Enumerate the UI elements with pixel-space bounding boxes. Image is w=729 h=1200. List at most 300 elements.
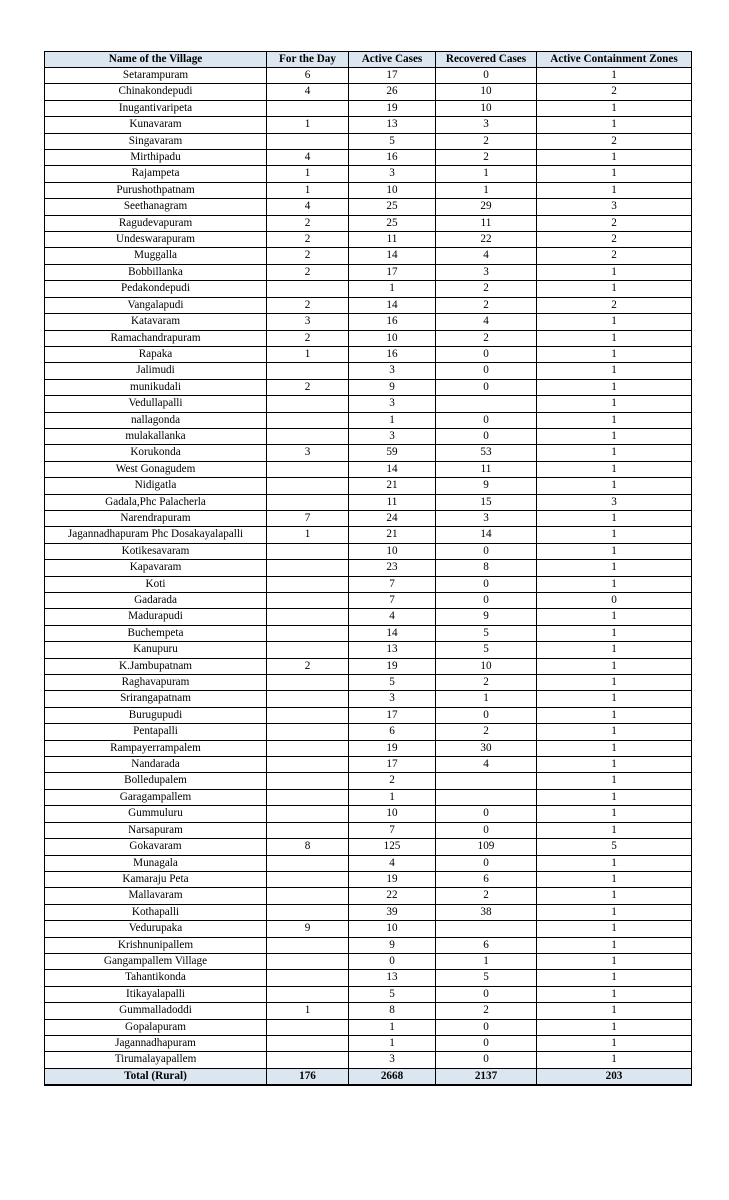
recovered-cases-cell: 6 bbox=[436, 937, 537, 953]
active-cases-cell: 10 bbox=[349, 330, 436, 346]
table-row bbox=[45, 346, 692, 362]
for-the-day-cell: 6 bbox=[267, 68, 349, 84]
village-name-cell: Bobbillanka bbox=[45, 264, 267, 280]
for-the-day-cell: 3 bbox=[267, 445, 349, 461]
active-cases-cell: 26 bbox=[349, 84, 436, 100]
village-name-cell: Jalimudi bbox=[45, 363, 267, 379]
recovered-cases-cell: 4 bbox=[436, 757, 537, 773]
village-name-cell: Gokavaram bbox=[45, 839, 267, 855]
village-name-cell: Rampayerrampalem bbox=[45, 740, 267, 756]
table-row bbox=[45, 494, 692, 510]
recovered-cases-cell: 0 bbox=[436, 593, 537, 609]
table-header bbox=[45, 52, 692, 68]
recovered-cases-cell: 1 bbox=[436, 166, 537, 182]
header-active-cases: Active Cases bbox=[349, 52, 436, 68]
containment-zones-cell: 1 bbox=[537, 281, 692, 297]
recovered-cases-cell: 1 bbox=[436, 691, 537, 707]
containment-zones-cell: 1 bbox=[537, 609, 692, 625]
village-name-cell: Pentapalli bbox=[45, 724, 267, 740]
village-name-cell: Jagannadhapuram Phc Dosakayalapalli bbox=[45, 527, 267, 543]
active-cases-cell: 16 bbox=[349, 150, 436, 166]
for-the-day-cell bbox=[267, 871, 349, 887]
active-cases-cell: 125 bbox=[349, 839, 436, 855]
header-for-the-day: For the Day bbox=[267, 52, 349, 68]
village-name-cell: nallagonda bbox=[45, 412, 267, 428]
containment-zones-cell: 1 bbox=[537, 68, 692, 84]
village-name-cell: Seethanagram bbox=[45, 199, 267, 215]
table-row bbox=[45, 806, 692, 822]
table-row bbox=[45, 593, 692, 609]
containment-zones-cell: 1 bbox=[537, 757, 692, 773]
village-name-cell: Kanupuru bbox=[45, 642, 267, 658]
table-row bbox=[45, 1052, 692, 1068]
containment-zones-cell: 1 bbox=[537, 478, 692, 494]
table-row bbox=[45, 527, 692, 543]
village-name-cell: Kapavaram bbox=[45, 560, 267, 576]
table-row bbox=[45, 970, 692, 986]
village-name-cell: Katavaram bbox=[45, 314, 267, 330]
containment-zones-cell: 1 bbox=[537, 642, 692, 658]
active-cases-cell: 17 bbox=[349, 264, 436, 280]
recovered-cases-cell: 4 bbox=[436, 248, 537, 264]
for-the-day-cell: 1 bbox=[267, 182, 349, 198]
recovered-cases-cell: 2 bbox=[436, 675, 537, 691]
active-cases-cell: 13 bbox=[349, 117, 436, 133]
active-cases-cell: 25 bbox=[349, 199, 436, 215]
active-cases-cell: 0 bbox=[349, 953, 436, 969]
active-cases-cell: 22 bbox=[349, 888, 436, 904]
recovered-cases-cell: 3 bbox=[436, 510, 537, 526]
for-the-day-cell: 3 bbox=[267, 314, 349, 330]
village-name-cell: Gangampallem Village bbox=[45, 953, 267, 969]
recovered-cases-cell: 5 bbox=[436, 642, 537, 658]
table-row bbox=[45, 921, 692, 937]
active-cases-cell: 13 bbox=[349, 642, 436, 658]
village-name-cell: Tirumalayapallem bbox=[45, 1052, 267, 1068]
for-the-day-cell: 1 bbox=[267, 1003, 349, 1019]
containment-zones-cell: 3 bbox=[537, 199, 692, 215]
containment-zones-cell: 1 bbox=[537, 527, 692, 543]
containment-zones-cell: 1 bbox=[537, 625, 692, 641]
table-row bbox=[45, 1019, 692, 1035]
containment-zones-cell: 1 bbox=[537, 346, 692, 362]
for-the-day-cell bbox=[267, 543, 349, 559]
village-name-cell: Kothapalli bbox=[45, 904, 267, 920]
village-name-cell: Tahantikonda bbox=[45, 970, 267, 986]
active-cases-cell: 10 bbox=[349, 182, 436, 198]
village-name-cell: Nidigatla bbox=[45, 478, 267, 494]
village-name-cell: Gadala,Phc Palacherla bbox=[45, 494, 267, 510]
village-name-cell: West Gonagudem bbox=[45, 461, 267, 477]
active-cases-cell: 7 bbox=[349, 822, 436, 838]
containment-zones-cell: 1 bbox=[537, 806, 692, 822]
village-name-cell: Kunavaram bbox=[45, 117, 267, 133]
active-cases-cell: 7 bbox=[349, 576, 436, 592]
recovered-cases-cell: 1 bbox=[436, 953, 537, 969]
village-name-cell: Vedullapalli bbox=[45, 396, 267, 412]
table-row bbox=[45, 133, 692, 149]
containment-zones-cell: 1 bbox=[537, 445, 692, 461]
header-row bbox=[45, 52, 692, 68]
table-row bbox=[45, 773, 692, 789]
for-the-day-cell bbox=[267, 461, 349, 477]
for-the-day-cell: 2 bbox=[267, 248, 349, 264]
village-name-cell: Gopalapuram bbox=[45, 1019, 267, 1035]
containment-zones-cell: 1 bbox=[537, 970, 692, 986]
active-cases-cell: 9 bbox=[349, 937, 436, 953]
recovered-cases-cell: 0 bbox=[436, 707, 537, 723]
containment-zones-cell: 1 bbox=[537, 658, 692, 674]
recovered-cases-cell: 9 bbox=[436, 478, 537, 494]
village-name-cell: Burugupudi bbox=[45, 707, 267, 723]
recovered-cases-cell: 2 bbox=[436, 1003, 537, 1019]
recovered-cases-cell: 6 bbox=[436, 871, 537, 887]
containment-zones-cell: 1 bbox=[537, 871, 692, 887]
recovered-cases-cell: 53 bbox=[436, 445, 537, 461]
recovered-cases-cell: 10 bbox=[436, 84, 537, 100]
active-cases-cell: 39 bbox=[349, 904, 436, 920]
village-name-cell: Srirangapatnam bbox=[45, 691, 267, 707]
for-the-day-cell bbox=[267, 642, 349, 658]
table-row bbox=[45, 888, 692, 904]
village-name-cell: Itikayalapalli bbox=[45, 986, 267, 1002]
active-cases-cell: 4 bbox=[349, 855, 436, 871]
recovered-cases-cell: 0 bbox=[436, 822, 537, 838]
containment-zones-cell: 1 bbox=[537, 986, 692, 1002]
village-name-cell: Vedurupaka bbox=[45, 921, 267, 937]
village-name-cell: Pedakondepudi bbox=[45, 281, 267, 297]
for-the-day-cell bbox=[267, 888, 349, 904]
table-row bbox=[45, 1003, 692, 1019]
table-row bbox=[45, 232, 692, 248]
village-name-cell: Koti bbox=[45, 576, 267, 592]
recovered-cases-cell: 8 bbox=[436, 560, 537, 576]
table-row bbox=[45, 986, 692, 1002]
village-name-cell: Vangalapudi bbox=[45, 297, 267, 313]
table-row bbox=[45, 1035, 692, 1051]
active-cases-cell: 6 bbox=[349, 724, 436, 740]
containment-zones-cell: 2 bbox=[537, 133, 692, 149]
recovered-cases-cell: 0 bbox=[436, 363, 537, 379]
for-the-day-cell bbox=[267, 100, 349, 116]
recovered-cases-cell: 2 bbox=[436, 330, 537, 346]
for-the-day-cell bbox=[267, 1052, 349, 1068]
village-name-cell: Garagampallem bbox=[45, 789, 267, 805]
table-row bbox=[45, 642, 692, 658]
total-label: Total (Rural) bbox=[45, 1068, 267, 1085]
for-the-day-cell bbox=[267, 986, 349, 1002]
active-cases-cell: 14 bbox=[349, 625, 436, 641]
active-cases-cell: 1 bbox=[349, 1035, 436, 1051]
active-cases-cell: 14 bbox=[349, 297, 436, 313]
for-the-day-cell bbox=[267, 806, 349, 822]
for-the-day-cell bbox=[267, 707, 349, 723]
recovered-cases-cell: 0 bbox=[436, 1052, 537, 1068]
active-cases-cell: 7 bbox=[349, 593, 436, 609]
containment-zones-cell: 0 bbox=[537, 593, 692, 609]
active-cases-cell: 3 bbox=[349, 1052, 436, 1068]
for-the-day-cell bbox=[267, 675, 349, 691]
table-row bbox=[45, 379, 692, 395]
village-name-cell: Singavaram bbox=[45, 133, 267, 149]
recovered-cases-cell bbox=[436, 789, 537, 805]
for-the-day-cell bbox=[267, 937, 349, 953]
recovered-cases-cell: 2 bbox=[436, 297, 537, 313]
recovered-cases-cell: 2 bbox=[436, 133, 537, 149]
village-name-cell: Korukonda bbox=[45, 445, 267, 461]
table-row bbox=[45, 675, 692, 691]
containment-zones-cell: 1 bbox=[537, 117, 692, 133]
active-cases-cell: 16 bbox=[349, 346, 436, 362]
containment-zones-cell: 1 bbox=[537, 182, 692, 198]
for-the-day-cell bbox=[267, 855, 349, 871]
containment-zones-cell: 1 bbox=[537, 396, 692, 412]
active-cases-cell: 17 bbox=[349, 68, 436, 84]
for-the-day-cell bbox=[267, 609, 349, 625]
containment-zones-cell: 1 bbox=[537, 724, 692, 740]
table-row bbox=[45, 182, 692, 198]
village-name-cell: munikudali bbox=[45, 379, 267, 395]
containment-zones-cell: 1 bbox=[537, 363, 692, 379]
containment-zones-cell: 3 bbox=[537, 494, 692, 510]
active-cases-cell: 3 bbox=[349, 396, 436, 412]
table-row bbox=[45, 199, 692, 215]
recovered-cases-cell: 0 bbox=[436, 379, 537, 395]
village-name-cell: Gummuluru bbox=[45, 806, 267, 822]
village-name-cell: Narendrapuram bbox=[45, 510, 267, 526]
village-cases-table bbox=[44, 51, 692, 1086]
recovered-cases-cell: 10 bbox=[436, 658, 537, 674]
village-name-cell: Mallavaram bbox=[45, 888, 267, 904]
village-name-cell: Purushothpatnam bbox=[45, 182, 267, 198]
village-name-cell: Kamaraju Peta bbox=[45, 871, 267, 887]
for-the-day-cell bbox=[267, 822, 349, 838]
table-row bbox=[45, 953, 692, 969]
for-the-day-cell bbox=[267, 625, 349, 641]
recovered-cases-cell bbox=[436, 396, 537, 412]
village-name-cell: Mirthipadu bbox=[45, 150, 267, 166]
active-cases-cell: 10 bbox=[349, 806, 436, 822]
for-the-day-cell bbox=[267, 904, 349, 920]
for-the-day-cell: 2 bbox=[267, 215, 349, 231]
table-row bbox=[45, 412, 692, 428]
table-row bbox=[45, 658, 692, 674]
table-row bbox=[45, 264, 692, 280]
active-cases-cell: 19 bbox=[349, 871, 436, 887]
containment-zones-cell: 2 bbox=[537, 297, 692, 313]
recovered-cases-cell: 5 bbox=[436, 625, 537, 641]
active-cases-cell: 5 bbox=[349, 675, 436, 691]
containment-zones-cell: 1 bbox=[537, 789, 692, 805]
table-footer bbox=[45, 1068, 692, 1085]
containment-zones-cell: 1 bbox=[537, 937, 692, 953]
active-cases-cell: 1 bbox=[349, 789, 436, 805]
active-cases-cell: 4 bbox=[349, 609, 436, 625]
active-cases-cell: 24 bbox=[349, 510, 436, 526]
village-name-cell: Inugantivaripeta bbox=[45, 100, 267, 116]
village-name-cell: Krishnunipallem bbox=[45, 937, 267, 953]
for-the-day-cell: 1 bbox=[267, 527, 349, 543]
active-cases-cell: 5 bbox=[349, 133, 436, 149]
table-row bbox=[45, 68, 692, 84]
table-row bbox=[45, 691, 692, 707]
active-cases-cell: 25 bbox=[349, 215, 436, 231]
total-recovered-cases: 2137 bbox=[436, 1068, 537, 1085]
for-the-day-cell: 4 bbox=[267, 84, 349, 100]
table-row bbox=[45, 855, 692, 871]
containment-zones-cell: 1 bbox=[537, 953, 692, 969]
village-name-cell: Rapaka bbox=[45, 346, 267, 362]
recovered-cases-cell: 22 bbox=[436, 232, 537, 248]
active-cases-cell: 1 bbox=[349, 281, 436, 297]
table-row bbox=[45, 445, 692, 461]
containment-zones-cell: 1 bbox=[537, 691, 692, 707]
recovered-cases-cell: 29 bbox=[436, 199, 537, 215]
recovered-cases-cell: 0 bbox=[436, 68, 537, 84]
village-name-cell: Jagannadhapuram bbox=[45, 1035, 267, 1051]
for-the-day-cell bbox=[267, 133, 349, 149]
village-name-cell: Raghavapuram bbox=[45, 675, 267, 691]
containment-zones-cell: 1 bbox=[537, 150, 692, 166]
containment-zones-cell: 1 bbox=[537, 855, 692, 871]
village-name-cell: Munagala bbox=[45, 855, 267, 871]
for-the-day-cell bbox=[267, 789, 349, 805]
table-row bbox=[45, 904, 692, 920]
active-cases-cell: 1 bbox=[349, 412, 436, 428]
recovered-cases-cell: 14 bbox=[436, 527, 537, 543]
village-name-cell: Kotikesavaram bbox=[45, 543, 267, 559]
village-name-cell: Gummalladoddi bbox=[45, 1003, 267, 1019]
table-row bbox=[45, 461, 692, 477]
total-active-containment-zones: 203 bbox=[537, 1068, 692, 1085]
containment-zones-cell: 2 bbox=[537, 248, 692, 264]
recovered-cases-cell: 9 bbox=[436, 609, 537, 625]
table-row bbox=[45, 543, 692, 559]
village-name-cell: Bolledupalem bbox=[45, 773, 267, 789]
containment-zones-cell: 2 bbox=[537, 84, 692, 100]
table-row bbox=[45, 100, 692, 116]
village-name-cell: Ragudevapuram bbox=[45, 215, 267, 231]
table-row bbox=[45, 625, 692, 641]
active-cases-cell: 3 bbox=[349, 428, 436, 444]
containment-zones-cell: 1 bbox=[537, 773, 692, 789]
for-the-day-cell bbox=[267, 1035, 349, 1051]
for-the-day-cell bbox=[267, 724, 349, 740]
active-cases-cell: 10 bbox=[349, 543, 436, 559]
total-for-the-day: 176 bbox=[267, 1068, 349, 1085]
village-name-cell: Ramachandrapuram bbox=[45, 330, 267, 346]
table-row bbox=[45, 757, 692, 773]
recovered-cases-cell: 0 bbox=[436, 1019, 537, 1035]
containment-zones-cell: 1 bbox=[537, 379, 692, 395]
containment-zones-cell: 1 bbox=[537, 921, 692, 937]
containment-zones-cell: 2 bbox=[537, 215, 692, 231]
village-name-cell: Undeswarapuram bbox=[45, 232, 267, 248]
for-the-day-cell: 2 bbox=[267, 232, 349, 248]
active-cases-cell: 21 bbox=[349, 527, 436, 543]
village-name-cell: mulakallanka bbox=[45, 428, 267, 444]
table-row bbox=[45, 297, 692, 313]
recovered-cases-cell: 2 bbox=[436, 888, 537, 904]
active-cases-cell: 1 bbox=[349, 1019, 436, 1035]
table-row bbox=[45, 166, 692, 182]
recovered-cases-cell: 0 bbox=[436, 1035, 537, 1051]
active-cases-cell: 3 bbox=[349, 691, 436, 707]
active-cases-cell: 13 bbox=[349, 970, 436, 986]
table-row bbox=[45, 215, 692, 231]
village-name-cell: Chinakondepudi bbox=[45, 84, 267, 100]
for-the-day-cell: 2 bbox=[267, 330, 349, 346]
recovered-cases-cell: 0 bbox=[436, 855, 537, 871]
table-row bbox=[45, 510, 692, 526]
table-row bbox=[45, 789, 692, 805]
table-row bbox=[45, 839, 692, 855]
active-cases-cell: 23 bbox=[349, 560, 436, 576]
table-row bbox=[45, 396, 692, 412]
containment-zones-cell: 1 bbox=[537, 822, 692, 838]
containment-zones-cell: 1 bbox=[537, 560, 692, 576]
recovered-cases-cell bbox=[436, 921, 537, 937]
recovered-cases-cell: 3 bbox=[436, 264, 537, 280]
for-the-day-cell bbox=[267, 281, 349, 297]
table-row bbox=[45, 560, 692, 576]
table-row bbox=[45, 740, 692, 756]
containment-zones-cell: 1 bbox=[537, 510, 692, 526]
for-the-day-cell bbox=[267, 576, 349, 592]
table-row bbox=[45, 822, 692, 838]
total-row bbox=[45, 1068, 692, 1085]
containment-zones-cell: 2 bbox=[537, 232, 692, 248]
active-cases-cell: 59 bbox=[349, 445, 436, 461]
recovered-cases-cell: 0 bbox=[436, 806, 537, 822]
table-row bbox=[45, 724, 692, 740]
table-row bbox=[45, 150, 692, 166]
for-the-day-cell: 8 bbox=[267, 839, 349, 855]
active-cases-cell: 10 bbox=[349, 921, 436, 937]
village-name-cell: Nandarada bbox=[45, 757, 267, 773]
active-cases-cell: 14 bbox=[349, 248, 436, 264]
active-cases-cell: 14 bbox=[349, 461, 436, 477]
active-cases-cell: 2 bbox=[349, 773, 436, 789]
containment-zones-cell: 1 bbox=[537, 100, 692, 116]
for-the-day-cell: 1 bbox=[267, 346, 349, 362]
recovered-cases-cell: 15 bbox=[436, 494, 537, 510]
containment-zones-cell: 1 bbox=[537, 543, 692, 559]
village-name-cell: Gadarada bbox=[45, 593, 267, 609]
recovered-cases-cell: 10 bbox=[436, 100, 537, 116]
table-row bbox=[45, 314, 692, 330]
for-the-day-cell bbox=[267, 1019, 349, 1035]
recovered-cases-cell: 0 bbox=[436, 986, 537, 1002]
recovered-cases-cell: 2 bbox=[436, 281, 537, 297]
active-cases-cell: 17 bbox=[349, 707, 436, 723]
table-row bbox=[45, 428, 692, 444]
table-row bbox=[45, 281, 692, 297]
table-row bbox=[45, 937, 692, 953]
table-row bbox=[45, 248, 692, 264]
containment-zones-cell: 1 bbox=[537, 740, 692, 756]
for-the-day-cell bbox=[267, 494, 349, 510]
table-row bbox=[45, 363, 692, 379]
active-cases-cell: 17 bbox=[349, 757, 436, 773]
for-the-day-cell bbox=[267, 428, 349, 444]
for-the-day-cell: 7 bbox=[267, 510, 349, 526]
table-row bbox=[45, 871, 692, 887]
village-name-cell: Setarampuram bbox=[45, 68, 267, 84]
table-row bbox=[45, 117, 692, 133]
recovered-cases-cell: 1 bbox=[436, 182, 537, 198]
village-name-cell: K.Jambupatnam bbox=[45, 658, 267, 674]
